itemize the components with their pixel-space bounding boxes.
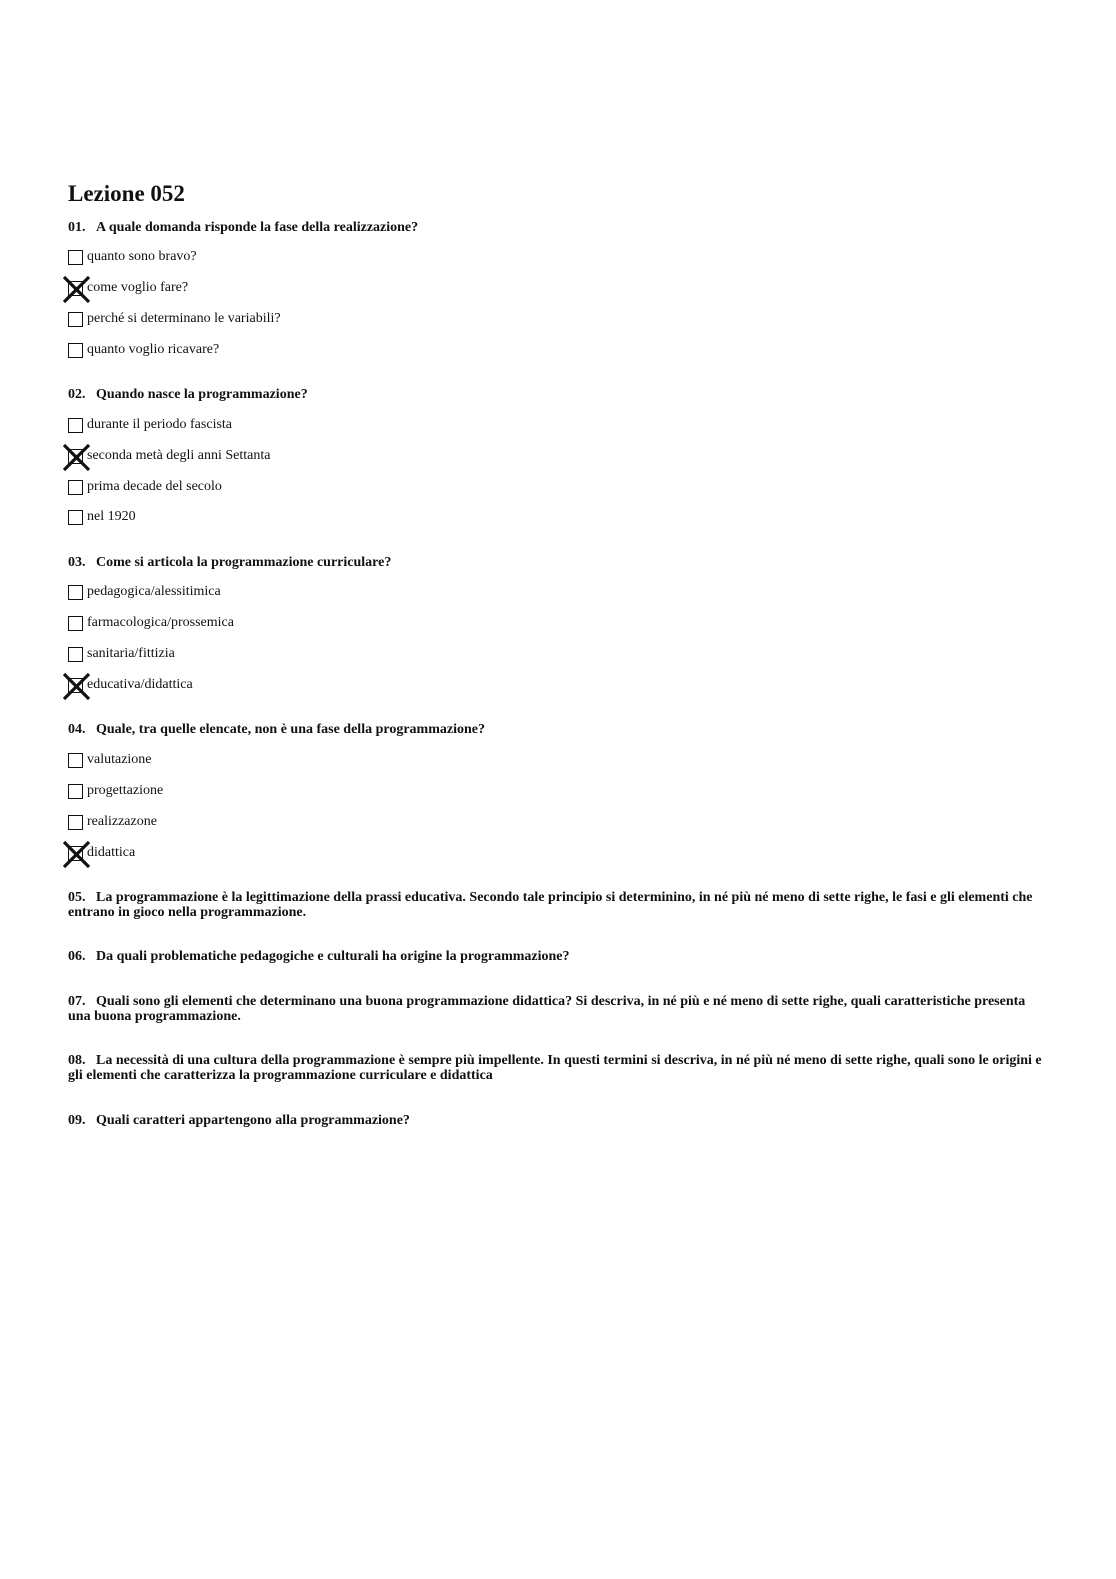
question-number: 04. [68,722,86,737]
question-number: 03. [68,555,86,570]
question-number: 05. [68,890,86,905]
option-01-c[interactable] [68,309,281,329]
checkbox-icon[interactable] [68,312,83,327]
question-text: Come si articola la programmazione curriculare? [96,555,392,570]
option-03-c[interactable] [68,644,175,664]
checkbox-icon[interactable] [68,343,83,358]
option-03-b[interactable] [68,613,234,633]
question-04 [68,722,1043,737]
option-01-d[interactable] [68,340,219,360]
cross-mark-icon [62,443,91,472]
question-number: 06. [68,949,86,964]
checkbox-icon[interactable] [68,510,83,525]
cross-mark-icon [62,840,91,869]
question-06 [68,949,1043,964]
question-07 [68,994,1043,1024]
option-01-b[interactable] [68,278,188,298]
option-03-d[interactable] [68,675,193,695]
question-08 [68,1053,1043,1083]
question-number: 01. [68,220,86,235]
option-04-a[interactable] [68,750,152,770]
checkbox-icon[interactable] [68,784,83,799]
checkbox-icon[interactable] [68,616,83,631]
question-02 [68,387,1043,402]
option-label: durante il periodo fascista [87,417,233,432]
checked-checkbox-icon[interactable] [68,846,83,861]
question-text: La necessità di una cultura della programmazione è sempre più impellente. In questi termini si descriva, in né più né meno di sette righe, quali sono le origini e gli elementi che caratterizza la programmazione curriculare e didattica [68,1053,1042,1083]
checkbox-icon[interactable] [68,250,83,265]
option-label: pedagogica/alessitimica [87,584,221,599]
checked-checkbox-icon[interactable] [68,281,83,296]
option-label: perché si determinano le variabili? [87,311,281,326]
question-number: 09. [68,1113,86,1128]
option-label: nel 1920 [87,509,136,524]
option-04-d[interactable] [68,843,135,863]
question-text: Da quali problematiche pedagogiche e culturali ha origine la programmazione? [96,949,570,964]
checkbox-icon[interactable] [68,585,83,600]
checkbox-icon[interactable] [68,815,83,830]
option-label: didattica [87,845,136,860]
option-label: quanto voglio ricavare? [87,342,220,357]
option-02-b[interactable] [68,446,271,466]
option-label: realizzazone [87,814,157,829]
checkbox-icon[interactable] [68,418,83,433]
question-number: 07. [68,994,86,1009]
option-label: seconda metà degli anni Settanta [87,448,271,463]
option-label: educativa/didattica [87,677,193,692]
option-label: progettazione [87,783,164,798]
question-09 [68,1113,1043,1128]
option-label: quanto sono bravo? [87,249,197,264]
option-02-c[interactable] [68,477,222,497]
question-03 [68,555,1043,570]
option-label: sanitaria/fittizia [87,646,175,661]
checkbox-icon[interactable] [68,647,83,662]
question-text: Quali caratteri appartengono alla programmazione? [96,1113,410,1128]
option-label: valutazione [87,752,152,767]
checkbox-icon[interactable] [68,753,83,768]
option-label: farmacologica/prossemica [87,615,234,630]
question-number: 02. [68,387,86,402]
option-04-b[interactable] [68,781,163,801]
question-number: 08. [68,1053,86,1068]
checked-checkbox-icon[interactable] [68,678,83,693]
checkbox-icon[interactable] [68,480,83,495]
question-text: Quando nasce la programmazione? [96,387,308,402]
option-01-a[interactable] [68,247,197,267]
checked-checkbox-icon[interactable] [68,449,83,464]
option-02-a[interactable] [68,415,232,435]
question-text: La programmazione è la legittimazione della prassi educativa. Secondo tale principio si determinino, in né più né meno di sette righe, le fasi e gli elementi che entrano in gioco nella programmazione. [68,890,1033,920]
lesson-title: Lezione 052 [68,181,185,206]
question-01 [68,220,1043,235]
question-text: A quale domanda risponde la fase della realizzazione? [96,220,419,235]
cross-mark-icon [62,672,91,701]
option-label: prima decade del secolo [87,479,222,494]
option-label: come voglio fare? [87,280,189,295]
option-03-a[interactable] [68,582,221,602]
option-04-c[interactable] [68,812,157,832]
question-text: Quale, tra quelle elencate, non è una fase della programmazione? [96,722,485,737]
question-text: Quali sono gli elementi che determinano una buona programmazione didattica? Si descriva, in né più e né meno di sette righe, quali caratteristiche presenta una buona programmazione. [68,994,1026,1024]
option-02-d[interactable] [68,507,136,527]
question-05 [68,890,1043,920]
cross-mark-icon [62,275,91,304]
